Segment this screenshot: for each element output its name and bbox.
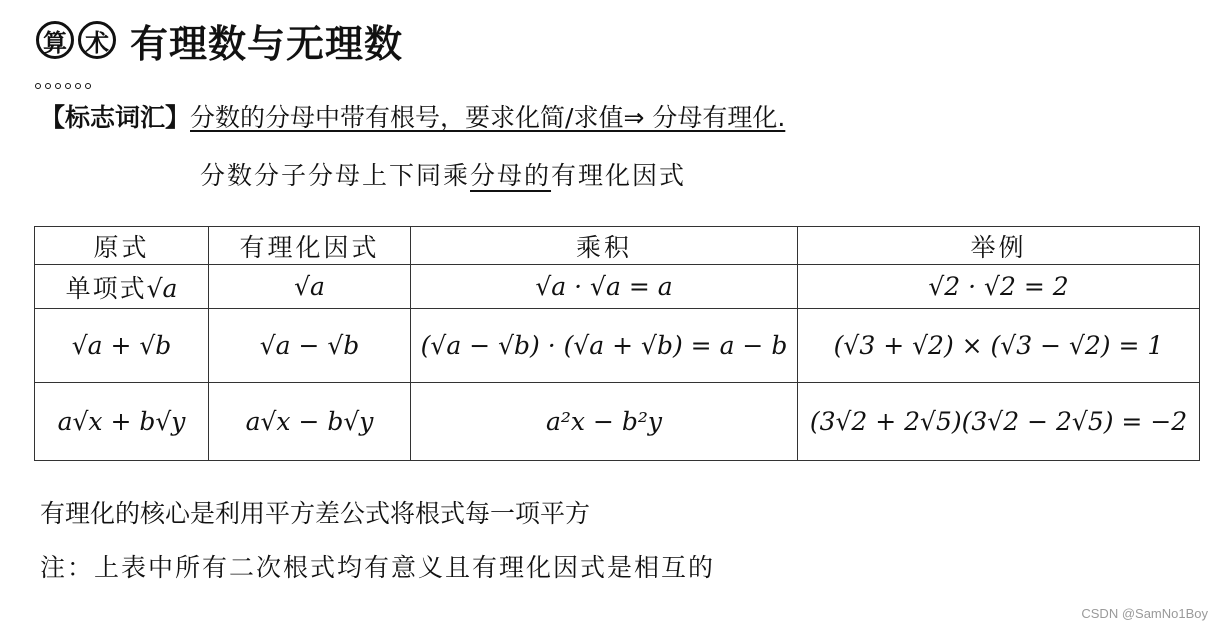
table-row — [35, 383, 1200, 461]
keyword-text: 分数的分母中带有根号，要求化简/求值⇒ 分母有理化. — [190, 103, 786, 132]
cell-factor: √a − √b — [209, 309, 411, 383]
dot-5 — [75, 83, 81, 89]
cell-example: (√3 + √2) × (√3 − √2) = 1 — [798, 309, 1200, 383]
rule-prefix: 分数分子分母上下同乘 — [200, 161, 471, 190]
cell-factor: √a — [209, 265, 411, 309]
header-product: 乘积 — [411, 227, 798, 265]
dot-1 — [35, 83, 41, 89]
cell-example: √2 · √2 = 2 — [798, 265, 1200, 309]
table-row — [35, 309, 1200, 383]
cell-original-label: 单项式 — [65, 273, 147, 303]
cell-original: √a + √b — [35, 309, 209, 383]
note-text: 注：上表中所有二次根式均有意义且有理化因式是相互的 — [40, 553, 716, 582]
dot-3 — [55, 83, 61, 89]
header-factor: 有理化因式 — [209, 227, 411, 265]
cell-example: (3√2 + 2√5)(3√2 − 2√5) = −2 — [798, 383, 1200, 461]
rule-line — [200, 156, 686, 192]
page-title: 有理数与无理数 — [130, 21, 404, 66]
table-row — [35, 265, 1200, 309]
cell-product: √a · √a = a — [411, 265, 798, 309]
badge-shu: 术 — [78, 21, 116, 59]
watermark: CSDN @SamNo1Boy — [1081, 606, 1208, 621]
cell-original — [35, 265, 209, 309]
cell-original-expr: √a — [146, 273, 178, 303]
rationalization-table — [34, 226, 1200, 461]
dot-6 — [85, 83, 91, 89]
header-example: 举例 — [798, 227, 1200, 265]
header — [36, 14, 403, 66]
table-header-row — [35, 227, 1200, 265]
cell-product: (√a − √b) · (√a + √b) = a − b — [411, 309, 798, 383]
header-original: 原式 — [35, 227, 209, 265]
core-text: 有理化的核心是利用平方差公式将根式每一项平方 — [40, 499, 591, 528]
rule-suffix: 有理化因式 — [551, 161, 687, 190]
rule-underlined: 分母的 — [470, 161, 552, 190]
badge-suan: 算 — [36, 21, 74, 59]
cell-product: a²x − b²y — [411, 383, 798, 461]
cell-original: a√x + b√y — [35, 383, 209, 461]
keyword-line — [40, 98, 785, 134]
dot-row-decoration — [35, 83, 91, 89]
cell-factor: a√x − b√y — [209, 383, 411, 461]
dot-4 — [65, 83, 71, 89]
dot-2 — [45, 83, 51, 89]
keyword-label: 【标志词汇】 — [40, 103, 191, 132]
